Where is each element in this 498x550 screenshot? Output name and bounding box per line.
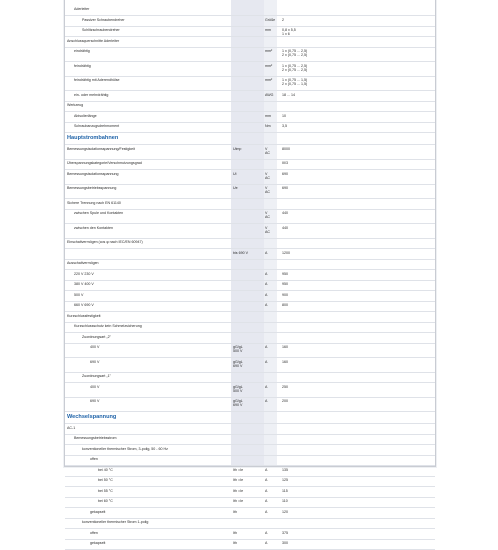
- spec-row: [65, 47, 435, 62]
- spec-row: [65, 434, 435, 445]
- spec-row: [65, 249, 435, 260]
- spec-label: ein- oder mehrdrähtig: [74, 92, 109, 97]
- spec-row: [65, 529, 435, 540]
- spec-row: [65, 37, 435, 48]
- spec-label: Ausschaltvermögen: [67, 261, 99, 265]
- spec-value: 1 x (0,75 ... 1,5) 2 x (0,75 ... 1,5): [282, 78, 308, 87]
- spec-unit: V AC: [265, 225, 270, 234]
- spec-row: [65, 487, 435, 498]
- spec-symbol: Uimp: [233, 146, 242, 151]
- spec-value: III/3: [282, 161, 288, 165]
- spec-symbol: Ith =Ie: [233, 499, 244, 503]
- spec-value: 690: [282, 171, 288, 176]
- spec-label: bei 50 °C: [98, 478, 113, 482]
- spec-value: 125: [282, 478, 288, 482]
- spec-label: 690 V: [90, 399, 100, 403]
- datasheet-page: [64, 0, 436, 545]
- spec-row: [65, 170, 435, 185]
- spec-label: Sichere Trennung nach EN 61140: [67, 200, 121, 205]
- spec-label: Werkzeug: [67, 103, 84, 107]
- spec-label: Schlitzschraubendreher: [82, 28, 120, 32]
- spec-symbol: bis 690 V: [233, 250, 248, 255]
- spec-row: [65, 397, 435, 412]
- spec-row: [65, 455, 435, 466]
- spec-label: 380 V 400 V: [74, 282, 94, 286]
- spec-symbol: Ith =Ie: [233, 467, 244, 472]
- spec-row: [65, 209, 435, 224]
- spec-value: 950: [282, 271, 288, 276]
- spec-value: 120: [282, 509, 288, 514]
- spec-label: feindrähtig: [74, 63, 91, 68]
- spec-row: [65, 101, 435, 112]
- spec-unit: A: [265, 271, 268, 276]
- spec-label: bei 40 °C: [98, 467, 113, 472]
- spec-row: [65, 16, 435, 27]
- spec-value: 950: [282, 282, 288, 286]
- spec-unit: mm: [265, 113, 271, 118]
- spec-unit: V AC: [265, 186, 270, 195]
- spec-symbol: Ith =Ie: [233, 488, 244, 493]
- spec-label: gekapselt: [90, 509, 106, 514]
- spec-unit: A: [265, 541, 268, 545]
- spec-label: Überspannungskategorie/Verschmutzungsgrad: [67, 161, 142, 165]
- spec-value: 160: [282, 345, 288, 349]
- spec-unit: mm²: [265, 63, 273, 68]
- spec-value: 200: [282, 399, 288, 403]
- spec-label: offen: [90, 457, 98, 461]
- spec-unit: mm²: [265, 49, 273, 53]
- spec-row: [65, 476, 435, 487]
- spec-unit: Größe: [265, 17, 276, 22]
- spec-label: Anschlussquerschnitte Aderleiter: [67, 38, 120, 43]
- spec-value: 1200: [282, 250, 290, 255]
- spec-unit: A: [265, 303, 268, 307]
- spec-row: [65, 372, 435, 383]
- spec-row: [65, 358, 435, 373]
- spec-label: eindrähtig: [74, 49, 90, 53]
- spec-label: 400 V: [90, 345, 100, 349]
- spec-row: [65, 270, 435, 281]
- spec-row: [65, 184, 435, 199]
- spec-row: [65, 145, 435, 160]
- spec-unit: V AC: [265, 211, 270, 220]
- spec-value: 110: [282, 499, 288, 503]
- spec-value: 375: [282, 530, 288, 535]
- spec-label: 500 V: [74, 292, 84, 297]
- spec-unit: A: [265, 292, 268, 297]
- spec-row: [65, 333, 435, 344]
- spec-value: 0,8 x 5,5 1 x 6: [282, 28, 296, 37]
- spec-label: AC-1: [67, 425, 76, 430]
- spec-value: 690: [282, 186, 288, 190]
- spec-unit: A: [265, 467, 268, 472]
- spec-value: 1 x (0,75 ... 2,5) 2 x (0,75 ... 2,5): [282, 63, 308, 72]
- spec-unit: A: [265, 384, 268, 389]
- spec-row: [65, 466, 435, 477]
- spec-unit: mm²: [265, 78, 273, 82]
- spec-label: 690 V: [90, 359, 100, 364]
- spec-symbol: Ith: [233, 530, 237, 535]
- spec-label: zwischen Spule und Kontakten: [74, 211, 124, 215]
- spec-row: [65, 312, 435, 323]
- spec-label: bei 55 °C: [98, 488, 113, 493]
- spec-value: 250: [282, 384, 288, 389]
- spec-row: [65, 539, 435, 550]
- spec-symbol: Ith: [233, 509, 237, 514]
- spec-row: [65, 508, 435, 519]
- spec-row: [65, 76, 435, 91]
- spec-value: 800: [282, 303, 288, 307]
- spec-label: Bemessungsbetriebsstrom: [74, 436, 117, 440]
- spec-unit: A: [265, 399, 268, 403]
- spec-label: 220 V 230 V: [74, 271, 94, 276]
- spec-label: Bemessungsisolationsspannung/Festigkeit: [67, 146, 135, 151]
- spec-row: [65, 518, 435, 529]
- spec-row: [65, 199, 435, 210]
- spec-unit: A: [265, 282, 268, 286]
- spec-value: 10: [282, 113, 286, 118]
- spec-label: offen: [90, 530, 98, 535]
- spec-value: 440: [282, 225, 288, 230]
- spec-label: 660 V 690 V: [74, 303, 94, 307]
- spec-label: konventioneller thermischer Strom 1-polig: [82, 520, 149, 524]
- spec-row: [65, 497, 435, 508]
- spec-row: [65, 445, 435, 456]
- spec-unit: AWG: [265, 92, 274, 97]
- section-heading: [65, 133, 435, 145]
- spec-row: [65, 322, 435, 333]
- spec-label: gekapselt: [90, 541, 106, 545]
- spec-label: Kurzschlussschutz kein Schmelzsicherung: [74, 324, 142, 328]
- spec-label: Einschaltvermögen (cos φ nach IEC/EN 60947): [67, 240, 143, 244]
- spec-value: 300: [282, 541, 288, 545]
- spec-row: [65, 91, 435, 102]
- spec-row: [65, 26, 435, 37]
- spec-row: [65, 112, 435, 123]
- section-heading: [65, 412, 435, 424]
- spec-symbol: Ith: [233, 541, 237, 545]
- spec-unit: A: [265, 509, 268, 514]
- spec-row: [65, 424, 435, 435]
- spec-label: Bemessungsisolationsspannung: [67, 171, 119, 176]
- spec-label: Bemessungsbetriebsspannung: [67, 186, 117, 190]
- spec-value: 115: [282, 488, 288, 493]
- spec-label: feindrähtig mit Aderendhülse: [74, 78, 120, 82]
- spec-unit: A: [265, 345, 268, 349]
- spec-value: 3,5: [282, 124, 287, 128]
- spec-unit: V AC: [265, 146, 270, 155]
- spec-row: [65, 383, 435, 398]
- spec-value: 440: [282, 211, 288, 215]
- section-heading-text: Hauptstrombahnen: [67, 134, 119, 141]
- spec-label: Zuordnungsart „2": [82, 334, 111, 339]
- spec-symbol: Ue: [233, 186, 238, 190]
- spec-label: 400 V: [90, 384, 100, 389]
- spec-row: [65, 343, 435, 358]
- spec-symbol: Ui: [233, 171, 237, 176]
- spec-label: Zuordnungsart „1": [82, 374, 111, 378]
- spec-value: 8000: [282, 146, 290, 151]
- spec-label: konventioneller thermischer Strom, 3-polig, 50 - 60 Hz: [82, 446, 168, 451]
- spec-row: [65, 291, 435, 302]
- spec-row: [65, 259, 435, 270]
- spec-row: [65, 224, 435, 239]
- spec-symbol: gG/gL 500 V: [233, 384, 243, 393]
- spec-unit: Nm: [265, 124, 271, 128]
- spec-unit: A: [265, 478, 268, 482]
- spec-row: [65, 5, 435, 16]
- spec-unit: V AC: [265, 171, 270, 180]
- spec-value: 2: [282, 17, 284, 22]
- spec-row: [65, 301, 435, 312]
- section-heading-text: Wechselspannung: [67, 413, 117, 420]
- spec-label: Passiver Schraubendreher: [82, 17, 125, 22]
- spec-row: [65, 122, 435, 133]
- spec-label: Abisolierlänge: [74, 113, 97, 118]
- spec-label: Aderleiter: [74, 7, 90, 11]
- spec-symbol: gG/gL 690 V: [233, 359, 243, 368]
- spec-unit: A: [265, 530, 268, 535]
- spec-value: 1 x (0,75 ... 2,5) 2 x (0,75 ... 2,5): [282, 49, 308, 58]
- spec-label: Kurzschlussfestigkeit: [67, 313, 101, 318]
- spec-unit: A: [265, 488, 268, 493]
- spec-unit: mm: [265, 28, 271, 32]
- spec-row: [65, 280, 435, 291]
- spec-value: 900: [282, 292, 288, 297]
- spec-value: 18 ... 14: [282, 92, 295, 97]
- spec-row: [65, 159, 435, 170]
- spec-symbol: gG/gL 690 V: [233, 399, 243, 408]
- spec-row: [65, 62, 435, 77]
- spec-label: Schraubanzugsdrehmoment: [74, 124, 120, 128]
- spec-unit: A: [265, 359, 268, 364]
- spec-value: 135: [282, 467, 288, 472]
- spec-label: zwischen den Kontakten: [74, 225, 113, 230]
- spec-row: [65, 238, 435, 249]
- spec-symbol: Ith =Ie: [233, 478, 244, 482]
- spec-symbol: gG/gL 500 V: [233, 345, 243, 354]
- spec-value: 160: [282, 359, 288, 364]
- spec-unit: A: [265, 499, 268, 503]
- spec-label: bei 60 °C: [98, 499, 113, 503]
- spec-unit: A: [265, 250, 268, 255]
